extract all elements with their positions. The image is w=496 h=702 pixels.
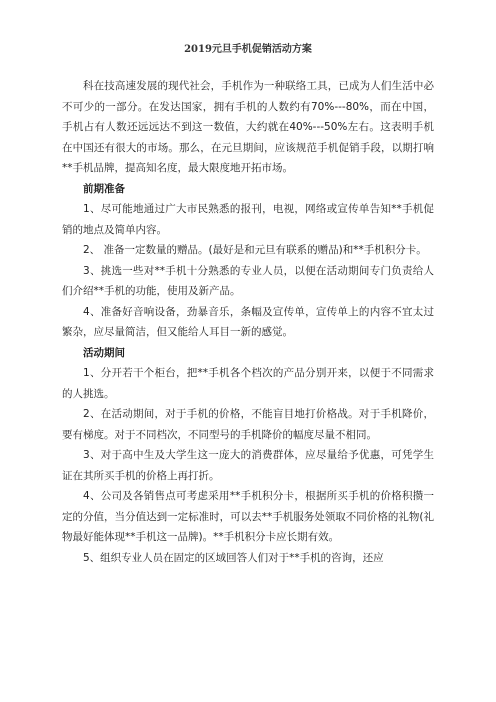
document-body — [62, 76, 434, 568]
list-item: 3、对于高中生及大学生这一庞大的消费群体，应尽量给予优惠，可凭学生证在其所买手机的价格上再打折。 — [62, 449, 434, 482]
intro-paragraph: 科在技高速发展的现代社会，手机作为一种联络工具，已成为人们生活中必不可少的一部分。在发达国家，拥有手机的人数约有70%---80%，而在中国，手机占有人数还远远达不到这一数值，大约就在40%---50%左右。这表明手机在中国还有很大的市场。那么，在元旦期间，应该规范手机促销手段，以期打响**手机品牌，提高知名度，最大限度地开拓市场。 — [62, 80, 434, 174]
list-item: 4、公司及各销售点可考虑采用**手机积分卡，根据所买手机的价格积攒一定的分值，当分值达到一定标准时，可以去**手机服务处领取不同价格的礼物(礼物最好能体现**手机这一品牌)。**手机积分卡应长期有效。 — [62, 490, 434, 543]
list-item: 3、挑选一些对**手机十分熟悉的专业人员，以便在活动期间专门负责给人们介绍**手机的功能，使用及新产品。 — [62, 264, 434, 297]
section-heading-preparation: 前期准备 — [83, 182, 125, 195]
document-title: 2019元旦手机促销活动方案 — [184, 44, 312, 55]
list-item: 4、准备好音响设备，劲暴音乐，条幅及宣传单，宣传单上的内容不宜太过繁杂，应尽量简洁，但又能给人耳目一新的感觉。 — [62, 305, 434, 338]
section-heading-activity: 活动期间 — [83, 346, 125, 359]
list-item: 1、尽可能地通过广大市民熟悉的报刊，电视，网络或宣传单告知**手机促销的地点及简单内容。 — [62, 203, 434, 236]
list-item: 2、 准备一定数量的赠品。(最好是和元旦有联系的赠品)和**手机积分卡。 — [83, 244, 427, 256]
list-item: 1、分开若干个柜台，把**手机各个档次的产品分别开来，以便于不同需求的人挑选。 — [62, 367, 434, 400]
list-item: 5、组织专业人员在固定的区域回答人们对于**手机的咨询，还应 — [83, 551, 384, 564]
list-item: 2、在活动期间，对于手机的价格，不能盲目地打价格战。对于手机降价，要有梯度。对于不同档次，不同型号的手机降价的幅度尽量不相同。 — [62, 408, 434, 441]
